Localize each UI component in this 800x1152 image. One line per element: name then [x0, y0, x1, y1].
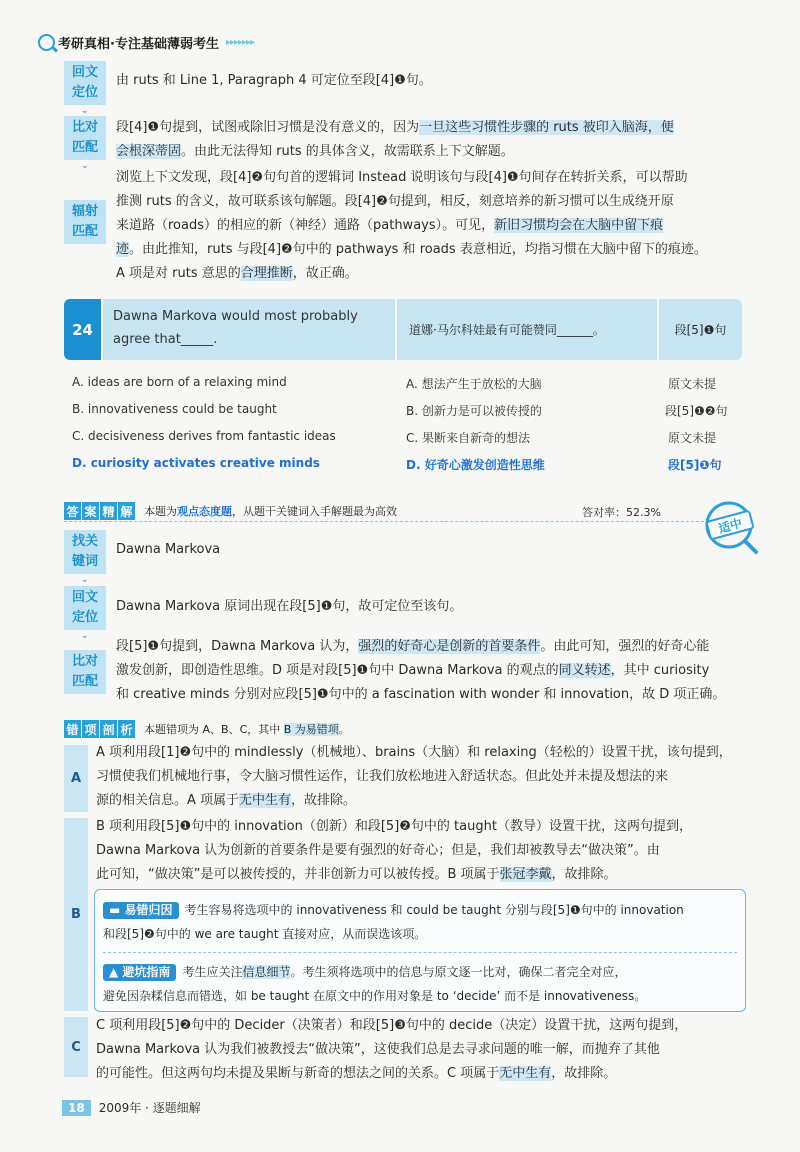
accuracy-rate: 答对率：52.3% — [582, 506, 661, 519]
divider — [64, 521, 704, 522]
tag-compare: 比对 匹配 ⌄ — [64, 116, 106, 160]
answer-section-header: 答 案 精 解 本题为观点态度题，从题干关键词入手解题最为高效 — [64, 502, 397, 520]
wrong-section-desc: 本题错项为 A、B、C，其中 B 为易错项。 — [144, 723, 350, 736]
option-d-en: D. curiosity activates creative minds — [72, 456, 320, 470]
option-b-cn: B. 创新力是可以被传授的 — [406, 404, 542, 418]
difficulty-stamp-icon — [702, 498, 760, 556]
option-c-label: C — [64, 1017, 88, 1077]
tip-box — [94, 889, 746, 1012]
error-cause-chip: ▬ 易错归因 — [103, 902, 179, 919]
tag-locate-2: 回文 定位 ⌄ — [64, 586, 106, 630]
keyword-text: Dawna Markova — [116, 542, 221, 557]
option-a-ref: 原文未提 — [668, 377, 717, 391]
option-b-analysis: B 项利用段[5]❶句中的 innovation（创新）和段[5]❷句中的 taught（教导）设置干扰，这两句提到， Dawna Markova 认为创新的首要条件是要有强烈的好奇心；但是，我们却被教导去“做决策”。由 此可知，“做决策”是可以被传授的，并非创新力可以被传授。B 项属于张冠李戴，故排除。 — [96, 819, 692, 882]
option-c-ref: 原文未提 — [668, 431, 717, 445]
locate-text-2: Dawna Markova 原词出现在段[5]❶句，故可定位至该句。 — [116, 599, 463, 614]
tag-radiate: 辐射 匹配 — [64, 200, 106, 244]
chevron-down-icon: ⌄ — [81, 631, 89, 641]
option-b-en: B. innovativeness could be taught — [72, 402, 277, 416]
footer-text: 2009年 · 逐题细解 — [98, 1101, 201, 1115]
compare-text-2: 段[5]❶句提到，Dawna Markova 认为，强烈的好奇心是创新的首要条件。由此可知，强烈的好奇心能 激发创新，即创造性思维。D 项是对段[5]❶句中 Dawna Markova 的观点的同义转述，其中 curiosity 和 creative minds 分别对应段[5]❶句中的 a fascination with wonder 和 innovation，故 D 项正确。 — [116, 639, 726, 702]
chevron-down-icon: ⌄ — [81, 575, 89, 585]
question-stem-en: Dawna Markova would most probably agree that_____. — [103, 299, 395, 360]
running-header — [38, 33, 254, 52]
option-d-cn: D. 好奇心激发创造性思维 — [406, 458, 545, 472]
tag-locate: 回文 定位 ⌄ — [64, 61, 106, 105]
header-text: 考研真相·专注基础薄弱考生 — [58, 37, 219, 52]
radiate-text: 浏览上下文发现，段[4]❷句句首的逻辑词 Instead 说明该句与段[4]❶句间存在转折关系，可以帮助 推测 ruts 的含义，故可联系该句解题。段[4]❷句提到，相反，刻意培养的新习惯可以生成绕开原 来道路（roads）的相应的新（神经）通路（pathways）。可见，新旧习惯均会在大脑中留下痕 迹。由此推知，ruts 与段[4]❷句中的 pathways 和 roads 表意相近，均指习惯在大脑中留下的痕迹。 A 项是对 ruts 意思的合理推断，故正确。 — [116, 170, 707, 281]
answer-section-desc: 本题为观点态度题，从题干关键词入手解题最为高效 — [144, 505, 397, 518]
option-c-en: C. decisiveness derives from fantastic ideas — [72, 429, 336, 443]
option-d-ref: 段[5]❶句 — [668, 458, 722, 472]
warning-icon: ▲ — [109, 965, 119, 979]
option-a-analysis: A 项利用段[1]❷句中的 mindlessly（机械地）、brains（大脑）和 relaxing（轻松的）设置干扰，该句提到， 习惯使我们机械地行事，令大脑习惯性运作，让我们放松地进入舒适状态。但此处并未提及想法的来 源的相关信息。A 项属于无中生有，故排除。 — [96, 745, 732, 808]
card-icon: ▬ — [109, 903, 121, 917]
avoid-guide-chip: ▲ 避坑指南 — [103, 964, 176, 981]
page-footer — [62, 1099, 201, 1116]
option-b-label: B — [64, 818, 88, 1011]
error-cause: ▬ 易错归因 考生容易将选项中的 innovativeness 和 could be taught 分别与段[5]❶句中的 innovation 和段[5]❷句中的 we are taught 直接对应，从而误选该项。 — [103, 903, 684, 941]
option-a-label: A — [64, 745, 88, 812]
question-stem-cn: 道娜·马尔科娃最有可能赞同______。 — [397, 299, 657, 360]
question-ref: 段[5]❶句 — [659, 299, 742, 360]
option-a-cn: A. 想法产生于放松的大脑 — [406, 377, 542, 391]
search-icon — [38, 34, 55, 51]
locate-text: 由 ruts 和 Line 1, Paragraph 4 可定位至段[4]❶句。 — [116, 73, 432, 88]
arrows-icon: ▸▸▸▸▸▸▸ — [225, 37, 255, 48]
question-24 — [64, 299, 742, 360]
tag-compare-2: 比对 匹配 — [64, 650, 106, 694]
avoid-guide: ▲ 避坑指南 考生应关注信息细节。考生须将选项中的信息与原文逐一比对，确保二者完全对应， 避免因杂糅信息而错选，如 be taught 在原文中的作用对象是 to ‘decide’ 而不是 innovativeness。 — [103, 965, 647, 1003]
option-c-cn: C. 果断来自新奇的想法 — [406, 431, 531, 445]
compare-text: 段[4]❶句提到，试图戒除旧习惯是没有意义的，因为一旦这些习惯性步骤的 ruts 被印入脑海，便 会根深蒂固。由此无法得知 ruts 的具体含义，故需联系上下文解题。 — [116, 120, 674, 159]
question-number: 24 — [64, 299, 101, 360]
svg-text:适中: 适中 — [716, 516, 744, 536]
divider — [103, 952, 737, 953]
option-b-ref: 段[5]❶❷句 — [665, 404, 728, 418]
chevron-down-icon: ⌄ — [81, 106, 89, 116]
option-a-en: A. ideas are born of a relaxing mind — [72, 375, 287, 389]
option-c-analysis: C 项利用段[5]❷句中的 Decider（决策者）和段[5]❸句中的 decide（决定）设置干扰，这两句提到， Dawna Markova 认为我们被教授去“做决策”，这使我们总是去寻求问题的唯一解，而抛弃了其他 的可能性。但这两句均未提及果断与新奇的想法之间的关系。C 项属于无中生有，故排除。 — [96, 1018, 688, 1081]
chevron-down-icon: ⌄ — [81, 161, 89, 171]
tag-keyword: 找关 键词 ⌄ — [64, 530, 106, 574]
wrong-section-header: 错 项 剖 析 本题错项为 A、B、C，其中 B 为易错项。 — [64, 720, 350, 738]
page-number: 18 — [62, 1100, 91, 1116]
